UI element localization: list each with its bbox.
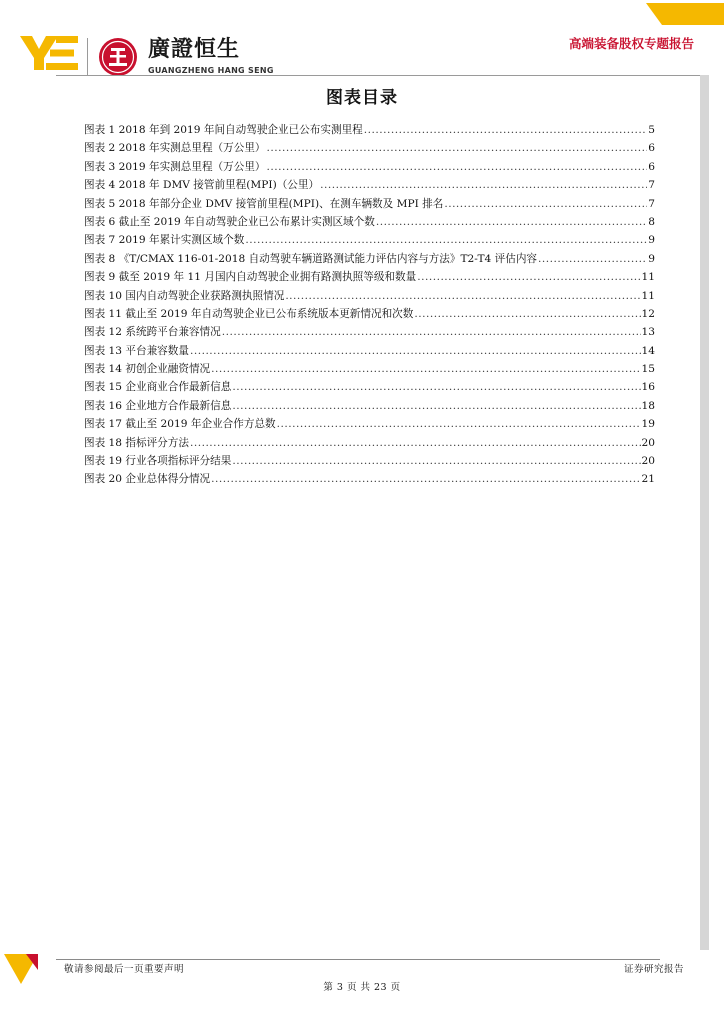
toc-entry-page: 19 bbox=[641, 418, 655, 431]
toc-entry-page: 20 bbox=[641, 455, 655, 468]
toc-entry-page: 13 bbox=[641, 326, 655, 339]
toc-leader-dots bbox=[417, 268, 640, 286]
toc-entry-page: 11 bbox=[641, 271, 655, 284]
ye-logo-icon bbox=[20, 36, 78, 70]
footer-report-type: 证券研究报告 bbox=[623, 964, 684, 975]
toc-entry-label: 图表 7 2019 年累计实测区域个数 bbox=[84, 234, 245, 247]
toc-leader-dots bbox=[376, 213, 647, 231]
toc-leader-dots bbox=[245, 231, 647, 249]
toc-entry-label: 图表 3 2019 年实测总里程（万公里） bbox=[84, 160, 266, 173]
toc-entry-page: 6 bbox=[648, 142, 655, 155]
toc-entry-label: 图表 9 截至 2019 年 11 月国内自动驾驶企业拥有路测执照等级和数量 bbox=[84, 271, 417, 284]
toc-leader-dots bbox=[277, 415, 641, 433]
toc-entry-page: 14 bbox=[641, 344, 655, 357]
toc-entry-label: 图表 14 初创企业融资情况 bbox=[84, 363, 211, 376]
toc-entry-label: 图表 16 企业地方合作最新信息 bbox=[84, 399, 232, 412]
toc-leader-dots bbox=[414, 305, 640, 323]
toc-entry[interactable] bbox=[84, 305, 655, 323]
toc-entry-page: 6 bbox=[648, 160, 655, 173]
toc-leader-dots bbox=[232, 378, 640, 396]
toc-entry-label: 图表 19 行业各项指标评分结果 bbox=[84, 455, 232, 468]
toc-entry-page: 8 bbox=[648, 215, 655, 228]
toc-leader-dots bbox=[267, 158, 648, 176]
toc-leader-dots bbox=[232, 397, 640, 415]
toc-entry-page: 9 bbox=[648, 252, 655, 265]
toc-entry[interactable] bbox=[84, 250, 655, 268]
toc-leader-dots bbox=[320, 176, 647, 194]
toc-entry-page: 20 bbox=[641, 436, 655, 449]
toc-entry[interactable] bbox=[84, 470, 655, 488]
toc-entry[interactable] bbox=[84, 231, 655, 249]
toc-leader-dots bbox=[538, 250, 647, 268]
toc-entry-page: 15 bbox=[641, 363, 655, 376]
toc-entry[interactable] bbox=[84, 158, 655, 176]
toc-leader-dots bbox=[211, 470, 640, 488]
right-side-bar bbox=[700, 75, 709, 950]
toc-entry-page: 7 bbox=[648, 197, 655, 210]
brand-name-cn: 廣證恒生 bbox=[148, 37, 241, 62]
toc-entry-label: 图表 11 截止至 2019 年自动驾驶企业已公布系统版本更新情况和次数 bbox=[84, 307, 414, 320]
toc-entry[interactable] bbox=[84, 268, 655, 286]
toc-leader-dots bbox=[364, 121, 647, 139]
toc-entry-label: 图表 4 2018 年 DMV 接管前里程(MPI)（公里） bbox=[84, 179, 320, 192]
toc-entry[interactable] bbox=[84, 121, 655, 139]
toc-entry-page: 7 bbox=[648, 179, 655, 192]
toc-entry-label: 图表 6 截止至 2019 年自动驾驶企业已公布累计实测区域个数 bbox=[84, 215, 375, 228]
toc-leader-dots bbox=[444, 195, 647, 213]
toc-entry[interactable] bbox=[84, 360, 655, 378]
toc-entry-label: 图表 13 平台兼容数量 bbox=[84, 344, 189, 357]
toc-entry-label: 图表 8 《T/CMAX 116-01-2018 自动驾驶车辆道路测试能力评估内容与方法》T2-T4 评估内容 bbox=[84, 252, 538, 265]
toc-entry[interactable] bbox=[84, 176, 655, 194]
toc-entry-label: 图表 2 2018 年实测总里程（万公里） bbox=[84, 142, 266, 155]
toc-entry[interactable] bbox=[84, 323, 655, 341]
toc-entry-page: 11 bbox=[641, 289, 655, 302]
toc-entry[interactable] bbox=[84, 287, 655, 305]
toc-entry-page: 9 bbox=[648, 234, 655, 247]
toc-entry-label: 图表 17 截止至 2019 年企业合作方总数 bbox=[84, 418, 276, 431]
toc-leader-dots bbox=[232, 452, 640, 470]
toc-entry-page: 18 bbox=[641, 399, 655, 412]
seal-logo-icon bbox=[98, 37, 138, 77]
toc-entry-page: 12 bbox=[641, 307, 655, 320]
corner-tab-icon bbox=[646, 3, 724, 25]
report-title: 高端装备股权专题报告 bbox=[568, 36, 694, 51]
toc-leader-dots bbox=[267, 139, 648, 157]
toc-entry[interactable] bbox=[84, 452, 655, 470]
toc-entry-label: 图表 20 企业总体得分情况 bbox=[84, 473, 211, 486]
toc-entry[interactable] bbox=[84, 415, 655, 433]
toc-entry[interactable] bbox=[84, 195, 655, 213]
logo-separator bbox=[87, 38, 88, 76]
toc-leader-dots bbox=[211, 360, 640, 378]
toc-entry-label: 图表 18 指标评分方法 bbox=[84, 436, 189, 449]
page-number: 第 3 页 共 23 页 bbox=[323, 982, 401, 993]
toc-list bbox=[84, 121, 655, 489]
toc-entry-label: 图表 12 系统跨平台兼容情况 bbox=[84, 326, 221, 339]
toc-entry[interactable] bbox=[84, 378, 655, 396]
page-title: 图表目录 bbox=[326, 88, 398, 108]
footer-divider bbox=[56, 959, 660, 960]
toc-entry-page: 16 bbox=[641, 381, 655, 394]
toc-leader-dots bbox=[285, 287, 640, 305]
toc-entry-label: 图表 1 2018 年到 2019 年间自动驾驶企业已公布实测里程 bbox=[84, 124, 363, 136]
header-divider bbox=[56, 75, 700, 76]
toc-entry[interactable] bbox=[84, 434, 655, 452]
toc-entry-label: 图表 5 2018 年部分企业 DMV 接管前里程(MPI)、在测车辆数及 MPI 排名 bbox=[84, 197, 444, 210]
toc-leader-dots bbox=[190, 434, 641, 452]
brand-name-en: GUANGZHENG HANG SENG bbox=[148, 66, 274, 75]
toc-entry-label: 图表 15 企业商业合作最新信息 bbox=[84, 381, 232, 394]
toc-leader-dots bbox=[190, 342, 641, 360]
toc-entry[interactable] bbox=[84, 397, 655, 415]
toc-entry-page: 5 bbox=[648, 124, 655, 136]
toc-entry[interactable] bbox=[84, 342, 655, 360]
toc-entry-page: 21 bbox=[641, 473, 655, 486]
toc-leader-dots bbox=[222, 323, 641, 341]
toc-entry[interactable] bbox=[84, 139, 655, 157]
toc-entry[interactable] bbox=[84, 213, 655, 231]
footer-disclaimer: 敬请参阅最后一页重要声明 bbox=[64, 964, 185, 975]
toc-entry-label: 图表 10 国内自动驾驶企业获路测执照情况 bbox=[84, 289, 285, 302]
